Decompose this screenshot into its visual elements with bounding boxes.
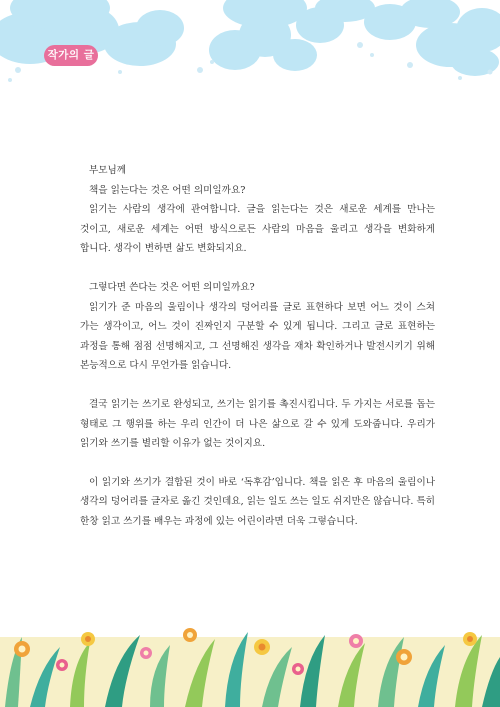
cloud-group-right [364,0,500,76]
flower-icon [56,659,68,671]
section-body: 읽기는 사람의 생각에 관여합니다. 글을 읽는다는 것은 새로운 세계를 만나는 것이고, 새로운 세계는 어떤 방식으로든 사람의 마음을 울리고 생각을 변화하게 합니다. 생각이 변하면 삶도 변화되지요. [80,204,435,255]
flower-icon [349,634,363,648]
section-question: 책을 읽는다는 것은 어떤 의미일까요? [89,184,246,196]
section-body: 결국 읽기는 쓰기로 완성되고, 쓰기는 읽기를 촉진시킵니다. 두 가지는 서로를 돕는 형태로 그 행위를 하는 우리 인간이 더 나은 삶으로 갈 수 있게 도와줍니다. 우리가 읽기와 쓰기를 별리할 이유가 없는 것이지요. [80,398,435,450]
flower-icon [81,632,95,646]
section-body: 이 읽기와 쓰기가 결합된 것이 바로 ‘독후감’입니다. 책을 읽은 후 마음의 울림이나 생각의 덩어리를 글자로 옮긴 것인데요, 읽는 일도 쓰는 일도 쉬지만은 않습니다. 특히 한창 읽고 쓰기를 배우는 과정에 있는 어린이라면 더욱 그렇습니다. [80,476,435,527]
author-note-badge: 작가의 글 [44,45,98,66]
flower-icon [183,628,197,642]
flower-icon [254,639,270,655]
flower-icon [292,663,304,675]
flower-icon [14,641,30,657]
section-question: 그렇다면 쓴다는 것은 어떤 의미일까요? [89,281,255,293]
cloud-group-center [209,0,375,71]
letter-greeting: 부모님께 [89,165,127,176]
flower-icon [396,649,412,665]
letter-text [80,161,435,532]
flower-garden-border [0,617,500,707]
section-body: 읽기가 준 마음의 울림이나 생각의 덩어리를 글로 표현하다 보면 어느 것이 스쳐 가는 생각이고, 어느 것이 진짜인지 구분할 수 있게 됩니다. 그리고 글로 표현하는 과정을 통해 점점 선명해지고, 그 선명해진 생각을 재차 확인하거나 발전시키기 위해 본능적으로 다시 무언가를 읽습니다. [80,301,435,372]
flower-icon [140,647,152,659]
flower-icon [463,632,477,646]
